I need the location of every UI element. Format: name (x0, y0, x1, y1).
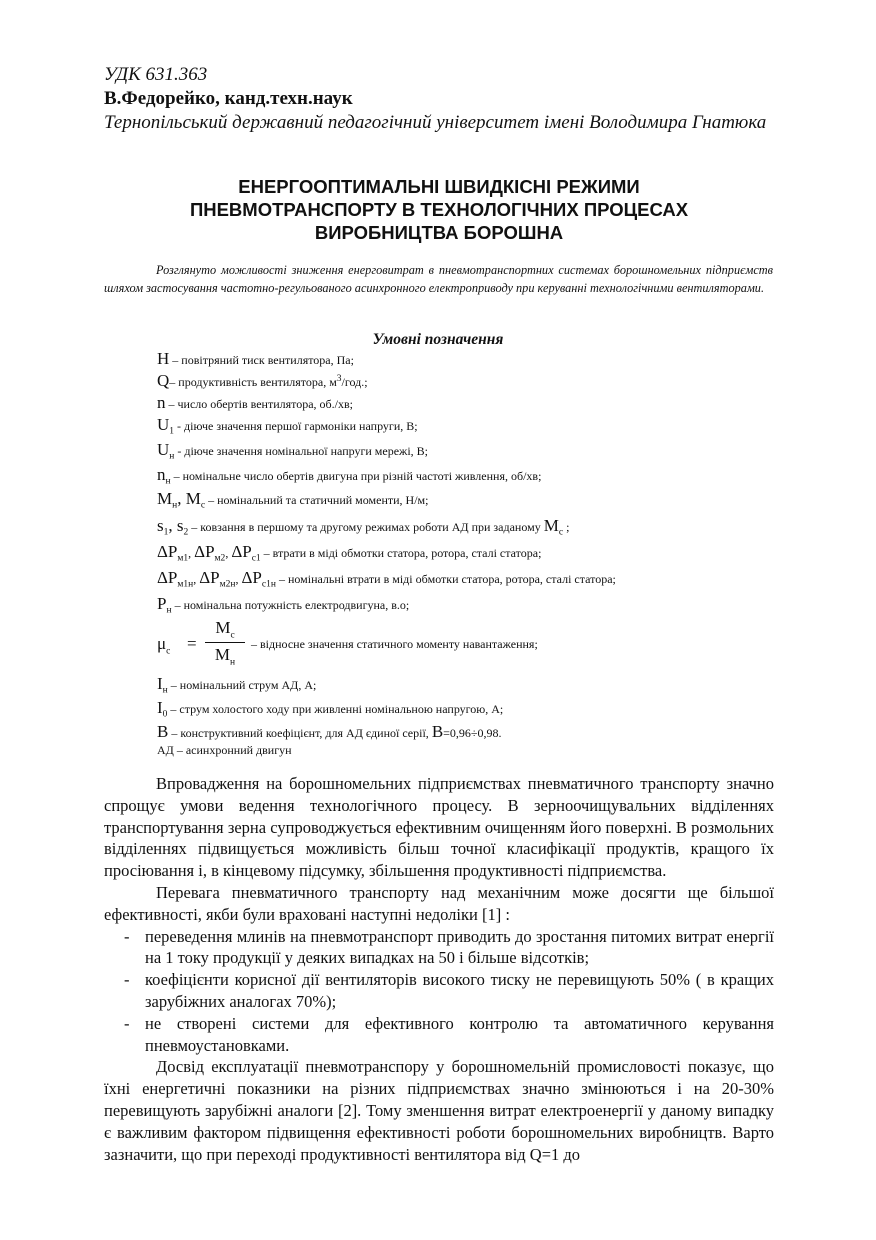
notation-sub: 1 (169, 426, 175, 437)
notation-sub: н (166, 605, 172, 616)
notation-separator: , (193, 572, 200, 586)
fraction-numerator (205, 618, 245, 641)
numerator-sub: с (230, 630, 235, 641)
body-text (104, 773, 774, 1165)
notation-desc: – номінальні втрати в міді обмотки статора, ротора, сталі статора; (275, 572, 616, 586)
notation-symbol-2: s (176, 516, 184, 535)
notation-tail: ; (563, 520, 570, 534)
equals-sign: = (187, 634, 197, 653)
notation-sub-2: м2н (219, 579, 236, 590)
notation-sub-3: с1 (251, 553, 261, 564)
notation-symbol: n (157, 465, 166, 484)
fraction-denominator (205, 645, 245, 668)
notation-symbol: ΔР (157, 568, 178, 587)
mu-sub: с (166, 646, 171, 657)
notation-desc: – повітряний тиск вентилятора, Па; (169, 353, 354, 367)
notation-item-un (157, 441, 428, 460)
paragraph-2: Перевага пневматичного транспорту над механічним може досягти ще більшої ефективності, якби були враховані наступні недоліки [1] : (104, 882, 774, 924)
paragraph-1: Впровадження на борошномельних підприємствах пневматичного транспорту значно спрощує умови ведення технологічного процесу. В зерноочищувальних відділеннях транспортування зерна супроводжується ефективним очищенням його поверхні. В розмольних відділеннях підвищується можливість більш точної класифікації продуктів, кращого їх просіювання і, в кінцевому підсумку, збільшення продуктивності підприємства. (104, 774, 774, 881)
notation-symbol-2: ΔР (194, 542, 215, 561)
list-item-text: не створені системи для ефективного контролю та автоматичного керування пневмоустановками. (145, 1013, 774, 1055)
notation-item-slip (157, 517, 569, 536)
notation-desc: АД – асинхронний двигун (157, 743, 292, 757)
notation-separator: , (177, 489, 186, 508)
notation-symbol: Q (157, 371, 170, 390)
notation-sub-2: 2 (183, 527, 189, 538)
notation-desc: – номінальний струм АД, А; (167, 678, 317, 692)
notation-symbol: ΔР (157, 542, 178, 561)
notation-item-losses (157, 543, 541, 562)
title-line-1: ЕНЕРГООПТИМАЛЬНІ ШВИДКІСНІ РЕЖИМИ (238, 176, 640, 197)
fraction-bar (205, 642, 245, 643)
notation-desc: – втрати в міді обмотки статора, ротора, сталі статора; (260, 546, 542, 560)
paragraph-3: Досвід експлуатації пневмотранспору у борошномельній промисловості показує, що їхні енергетичні показники на різних підприємствах значно змінюються і на 20-30% перевищують зарубіжні аналоги [2]. Тому зменшення витрат електроенергії у даному випадку є важливим фактором підвищення ефективності роботи борошномельних виробництв. Варто зазначити, що при переході продуктивності вентилятора від Q=1 до (104, 1057, 774, 1164)
notation-desc: – продуктивність вентилятора, м (169, 375, 337, 389)
notation-item-pn (157, 595, 409, 614)
notation-desc: – ковзання в першому та другому режимах роботи АД при заданому (188, 520, 544, 534)
udk-code: УДК 631.363 (104, 64, 208, 85)
notation-sub: н (165, 476, 171, 487)
notation-sub: н (162, 685, 168, 696)
notation-symbol-3: М (543, 516, 559, 535)
notation-desc: – число обертів вентилятора, об./хв; (165, 397, 353, 411)
notation-sub: м1 (177, 553, 189, 564)
notation-symbol: s (157, 516, 164, 535)
notation-sub: 1 (163, 527, 169, 538)
notation-desc: – відносне значення статичного моменту навантаження; (251, 637, 538, 651)
notation-item-b (157, 723, 502, 742)
notation-desc: – номінальне число обертів двигуна при різній частоті живлення, об/хв; (170, 469, 542, 483)
notation-sub: н (169, 451, 175, 462)
notation-sub-3: с1н (261, 579, 276, 590)
mu-symbol (157, 634, 171, 657)
denominator-letter: М (214, 645, 231, 664)
notation-symbol: Н (157, 349, 170, 368)
notation-item-q (157, 372, 368, 391)
list-item-text: переведення млинів на пневмотранспорт приводить до зростання питомих витрат енергії на 1 току продукції у деяких випадках на 50 і більше відсотків; (145, 926, 774, 968)
notation-item-moments (157, 490, 428, 509)
list-bullet: - (124, 926, 130, 946)
notation-symbol-2: ΔР (199, 568, 220, 587)
notation-symbol-3: ΔР (231, 542, 252, 561)
notation-separator: , (168, 516, 177, 535)
notation-symbol: n (157, 393, 166, 412)
notation-sub: 0 (162, 709, 168, 720)
notation-sub-3: с (558, 527, 564, 538)
title-line-3: ВИРОБНИЦТВА БОРОШНА (314, 222, 564, 243)
notation-item-ad (157, 741, 292, 759)
affiliation: Тернопільський державний педагогічний університет імені Володимира Гнатюка (104, 112, 767, 133)
notation-item-u1 (157, 416, 418, 435)
notation-desc: – номінальна потужність електродвигуна, в.о; (171, 598, 410, 612)
author-line: В.Федорейко, канд.техн.наук (104, 88, 353, 109)
notation-separator: , (188, 546, 195, 560)
notation-desc: – номінальний та статичний моменти, Н/м; (205, 493, 429, 507)
abstract: Розглянуто можливості зниження енерговитрат в пневмотранспортних системах борошномельних підприємств шляхом застосування частотно-регульованого асинхронного електроприводу при керуванні технологічними вентиляторами. (104, 263, 773, 295)
notation-item-mu-formula (157, 618, 617, 668)
notation-item-i0 (157, 699, 503, 718)
notation-symbol: М (157, 489, 173, 508)
list-bullet: - (124, 970, 130, 990)
list-item (104, 1013, 774, 1057)
notation-desc: - діюче значення номінальної напруги мережі, В; (174, 444, 429, 458)
list-item (104, 926, 774, 970)
notation-item-h (157, 350, 354, 369)
notation-symbol-2: М (185, 489, 201, 508)
notation-symbol: Р (157, 594, 167, 613)
notation-symbol-2: В (431, 722, 444, 741)
notation-sub-2: с (200, 500, 206, 511)
notation-heading: Умовні позначення (372, 331, 504, 348)
drawbacks-list (104, 926, 774, 1057)
notation-item-in (157, 675, 316, 694)
notation-desc-tail: /год.; (341, 375, 368, 389)
notation-symbol: I (157, 698, 163, 717)
notation-symbol: U (157, 440, 170, 459)
list-item (104, 969, 774, 1013)
notation-sub-2: м2 (214, 553, 226, 564)
notation-item-n (157, 394, 353, 413)
title-line-2: ПНЕВМОТРАНСПОРТУ В ТЕХНОЛОГІЧНИХ ПРОЦЕСАХ (189, 199, 689, 220)
mu-letter: μ (157, 634, 167, 653)
notation-sub: н (172, 500, 178, 511)
notation-item-nn (157, 466, 541, 485)
notation-separator-2: , (225, 546, 232, 560)
notation-value: =0,96÷0,98. (443, 726, 502, 740)
notation-item-rated-losses (157, 569, 616, 588)
denominator-sub: н (230, 657, 236, 668)
notation-symbol-3: ΔР (241, 568, 262, 587)
notation-sub: м1н (177, 579, 194, 590)
notation-symbol: I (157, 674, 163, 693)
numerator-letter: М (215, 618, 231, 637)
paper-title (104, 175, 774, 244)
notation-desc: – струм холостого ходу при живленні номінальною напругою, А; (167, 702, 504, 716)
notation-symbol: U (157, 415, 170, 434)
notation-sup: 3 (336, 374, 342, 384)
list-item-text: коефіцієнти корисної дії вентиляторів високого тиску не перевищують 50% ( в кращих зарубіжних аналогах 70%); (145, 970, 774, 1011)
notation-separator-2: , (235, 572, 242, 586)
notation-desc: - діюче значення першої гармоніки напруги, В; (174, 419, 418, 433)
notation-symbol: В (157, 722, 169, 741)
list-bullet: - (124, 1013, 130, 1033)
notation-desc: – конструктивний коефіцієнт, для АД єдиної серії, (168, 726, 432, 740)
